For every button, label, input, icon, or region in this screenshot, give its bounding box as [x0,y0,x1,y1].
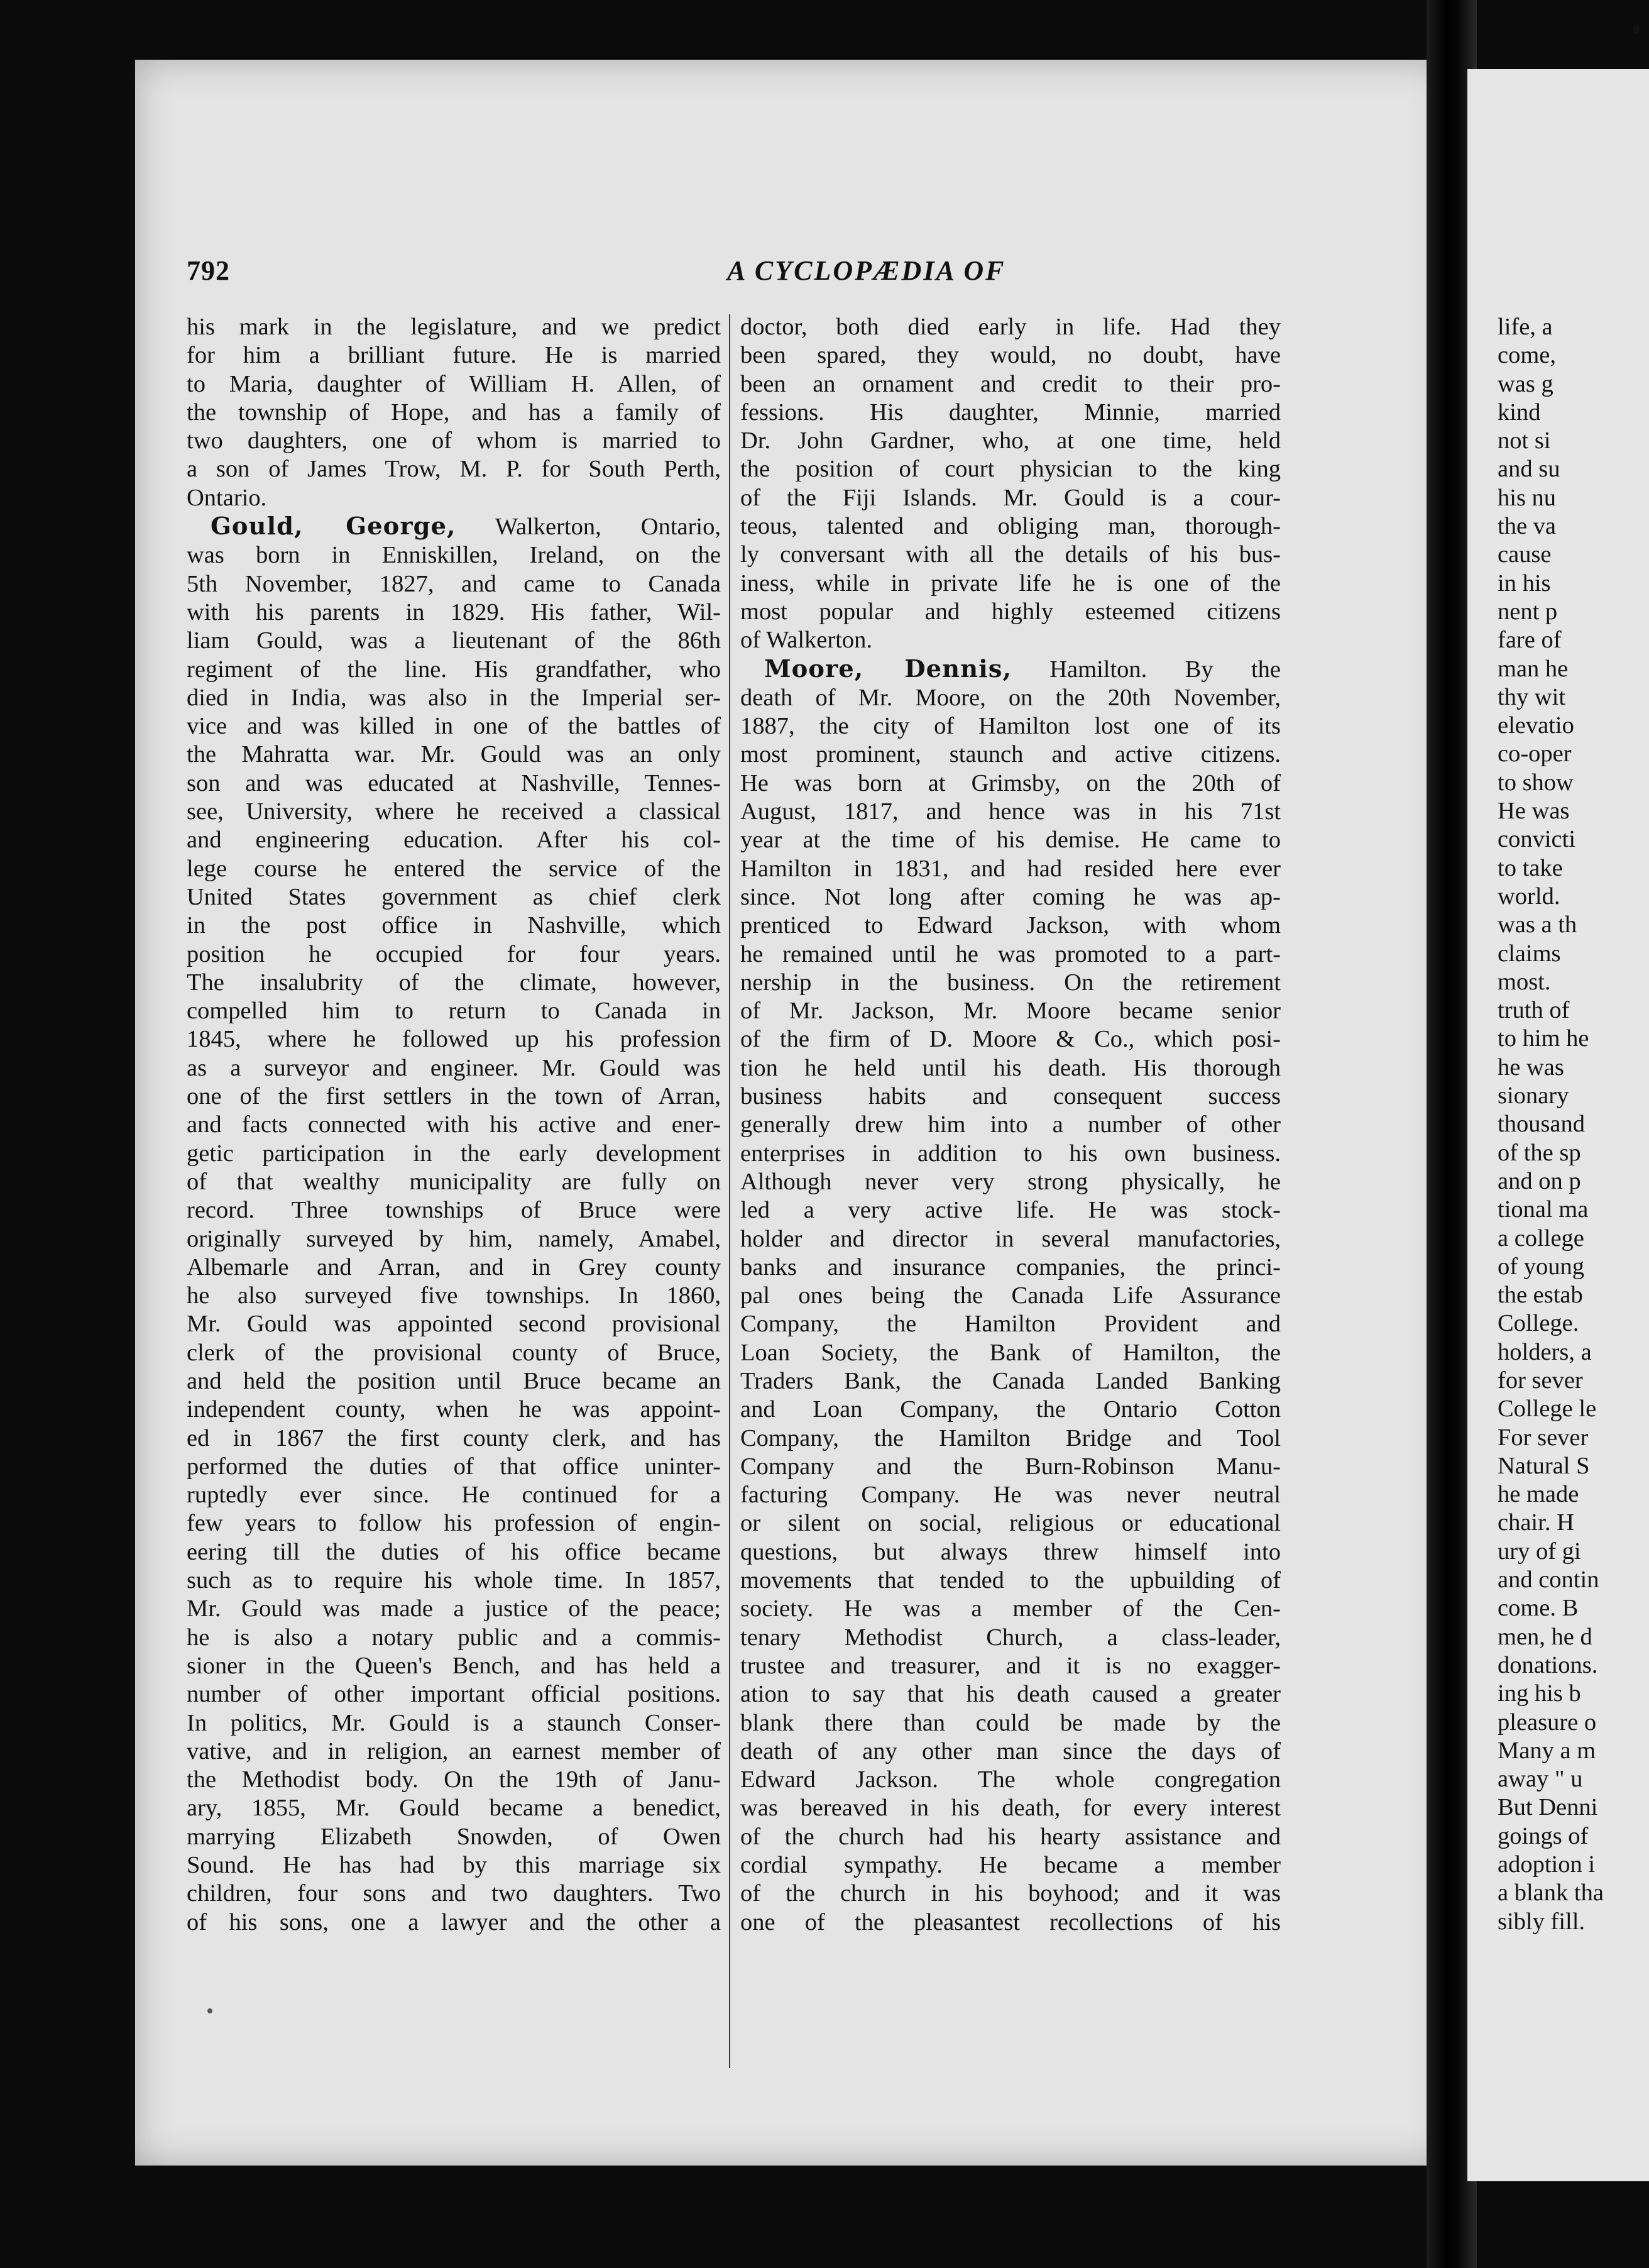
text-line: College le [1498,1395,1597,1423]
text-line: College. [1498,1310,1579,1337]
text-line: most popular and highly esteemed citizens [740,598,1281,625]
text-line: prenticed to Edward Jackson, with whom [740,912,1281,939]
page-number: 792 [187,255,230,286]
text-line: he remained until he was promoted to a part- [740,940,1281,967]
text-line: tion he held until his death. His thorough [740,1054,1281,1081]
text-line: doctor, both died early in life. Had they [740,314,1281,340]
entry-body [740,684,1281,1937]
text-line: Loan Society, the Bank of Hamilton, the [740,1339,1281,1366]
text-line: thousand [1498,1111,1586,1138]
text-line: vative, and in religion, an earnest member of [187,1737,721,1764]
text-line: elevatio [1498,712,1574,739]
text-line: But Denni [1498,1794,1598,1821]
text-line: clerk of the provisional county of Bruce, [187,1339,721,1366]
text-line: been an ornament and credit to their pro- [740,370,1281,397]
text-line: cordial sympathy. He became a member [740,1852,1281,1879]
text-line: children, four sons and two daughters. Two [187,1880,721,1907]
entry-gould-george [187,512,721,1937]
text-line: ary, 1855, Mr. Gould became a benedict, [187,1795,721,1822]
text-line: most. [1498,968,1551,995]
text-line: died in India, was also in the Imperial ser- [187,684,721,711]
text-line: he also surveyed five townships. In 1860, [187,1282,721,1309]
left-column-continuation [187,313,721,512]
text-line: of the church in his boyhood; and it was [740,1880,1281,1907]
text-line: claims [1498,940,1561,967]
scan-speck [1633,24,1640,34]
text-line: the Mahratta war. Mr. Gould was an only [187,741,721,768]
text-line: man he [1498,655,1569,682]
text-line: iness, while in private life he is one of the [740,570,1281,597]
text-line: holder and director in several manufactories, [740,1225,1281,1252]
text-line: of the firm of D. Moore & Co., which posi- [740,1026,1281,1053]
text-line: fessions. His daughter, Minnie, married [740,399,1281,426]
text-line: and on p [1498,1167,1581,1194]
text-line: year at the time of his demise. He came to [740,827,1281,854]
text-line: 1845, where he followed up his profession [187,1026,721,1053]
left-column [187,313,721,1937]
text-line: as a surveyor and engineer. Mr. Gould was [187,1054,721,1081]
text-line: Albemarle and Arran, and in Grey county [187,1253,721,1280]
text-line: come. B [1498,1595,1579,1622]
text-line: Hamilton in 1831, and had resided here ever [740,855,1281,882]
text-line: Mr. Gould was appointed second provisional [187,1311,721,1338]
text-line: fare of [1498,627,1562,654]
text-line: thy wit [1498,683,1566,710]
text-line: one of the pleasantest recollections of his [740,1908,1281,1935]
text-line: nent p [1498,598,1558,625]
text-line: 1887, the city of Hamilton lost one of its [740,713,1281,740]
text-line: sioner in the Queen's Bench, and has held a [187,1652,721,1679]
text-line: two daughters, one of whom is married to [187,427,721,454]
text-line: In politics, Mr. Gould is a staunch Conser- [187,1709,721,1736]
text-line: and Loan Company, the Ontario Cotton [740,1396,1281,1423]
text-line: for sever [1498,1367,1583,1394]
text-line: he was [1498,1054,1564,1081]
text-line: of the sp [1498,1139,1581,1166]
text-line: holders, a [1498,1338,1592,1365]
text-line: Company, the Hamilton Bridge and Tool [740,1424,1281,1451]
text-line: movements that tended to the upbuilding of [740,1567,1281,1594]
text-line: world. [1498,883,1560,910]
text-line: see, University, where he received a classical [187,798,721,825]
text-line: record. Three townships of Bruce were [187,1197,721,1224]
entry-heading-line [187,512,721,541]
text-line: and held the position until Bruce became an [187,1367,721,1394]
text-line: he is also a notary public and a commis- [187,1624,721,1651]
entry-name: Gould, George, [211,512,456,541]
middle-column [740,313,1281,1937]
column-rule [729,314,730,2068]
text-line: a college [1498,1225,1584,1252]
text-line: since. Not long after coming he was ap- [740,883,1281,910]
scan-speck [207,2008,212,2013]
text-line: donations. [1498,1651,1598,1678]
text-line: Company and the Burn-Robinson Manu- [740,1453,1281,1480]
text-line: position he occupied for four years. [187,940,721,967]
entry-moore-dennis [740,655,1281,1937]
text-line: chair. H [1498,1509,1574,1536]
text-line: not si [1498,427,1551,454]
text-line: or silent on social, religious or educational [740,1510,1281,1537]
entry-name: Moore, Dennis, [764,654,1012,683]
text-line: was g [1498,370,1553,397]
text-line: lege course he entered the service of the [187,855,721,882]
text-line: and facts connected with his active and ener- [187,1111,721,1138]
text-line: the va [1498,513,1556,540]
text-line: 5th November, 1827, and came to Canada [187,570,721,597]
text-line: death of any other man since the days of [740,1737,1281,1764]
text-line: adoption i [1498,1851,1596,1878]
text-line: ruptedly ever since. He continued for a [187,1482,721,1509]
text-line: banks and insurance companies, the princi- [740,1253,1281,1280]
text-line: Edward Jackson. The whole congregation [740,1766,1281,1793]
text-line: society. He was a member of the Cen- [740,1595,1281,1622]
text-line: truth of [1498,997,1570,1024]
text-line: ury of gi [1498,1538,1581,1565]
text-line: been spared, they would, no doubt, have [740,342,1281,369]
text-line: The insalubrity of the climate, however, [187,969,721,996]
text-line: life, a [1498,314,1553,340]
text-line: and contin [1498,1566,1599,1594]
text-line: of the Fiji Islands. Mr. Gould is a cour- [740,484,1281,511]
text-line: was born in Enniskillen, Ireland, on the [187,542,721,569]
text-line: most prominent, staunch and active citizens. [740,741,1281,768]
text-line: to show [1498,769,1574,796]
text-line: death of Mr. Moore, on the 20th November, [740,684,1281,711]
text-line: for him a brilliant future. He is married [187,342,721,369]
text-line: Ontario. [187,484,267,511]
text-line: vice and was killed in one of the battles of [187,713,721,740]
page-header [187,255,1412,299]
text-line: enterprises in addition to his own business. [740,1140,1281,1167]
text-line: the Methodist body. On the 19th of Janu- [187,1766,721,1793]
text-line: a son of James Trow, M. P. for South Perth, [187,456,721,483]
text-line: and engineering education. After his col- [187,827,721,854]
text-line: the position of court physician to the king [740,456,1281,483]
text-line: Traders Bank, the Canada Landed Banking [740,1367,1281,1394]
text-line: originally surveyed by him, namely, Amabel, [187,1225,721,1252]
text-line: to Maria, daughter of William H. Allen, of [187,370,721,397]
running-head: A CYCLOPÆDIA OF [727,255,1006,286]
text-line: men, he d [1498,1623,1592,1650]
text-line: For sever [1498,1424,1589,1451]
text-line: goings of [1498,1822,1589,1849]
text-line: to him he [1498,1025,1589,1052]
text-line: getic participation in the early development [187,1140,721,1167]
text-line: the township of Hope, and has a family of [187,399,721,426]
text-line: in the post office in Nashville, which [187,912,721,939]
text-line: of young [1498,1253,1584,1280]
text-line: He was born at Grimsby, on the 20th of [740,769,1281,796]
text-line: sibly fill. [1498,1908,1586,1935]
text-line: of that wealthy municipality are fully on [187,1168,721,1195]
text-line: performed the duties of that office uninter- [187,1453,721,1480]
text-line: in his [1498,570,1551,597]
text-line: United States government as chief clerk [187,883,721,910]
text-line: questions, but always threw himself into [740,1538,1281,1565]
text-line: his mark in the legislature, and we predict [187,314,721,340]
text-line: business habits and consequent success [740,1083,1281,1110]
text-line: Natural S [1498,1452,1590,1479]
middle-column-continuation [740,313,1281,655]
text-line: few years to follow his profession of engin- [187,1510,721,1537]
text-line: of his sons, one a lawyer and the other a [187,1908,721,1935]
text-line: tional ma [1498,1196,1589,1223]
text-line: to take [1498,854,1563,881]
text-line: Company, the Hamilton Provident and [740,1311,1281,1338]
text-line: facturing Company. He was never neutral [740,1482,1281,1509]
text-line: of the church had his hearty assistance and [740,1823,1281,1850]
text-line: come, [1498,342,1556,369]
text-line: generally drew him into a number of other [740,1111,1281,1138]
text-line: away " u [1498,1766,1583,1793]
text-line: pal ones being the Canada Life Assurance [740,1282,1281,1309]
text-line: was bereaved in his death, for every interest [740,1795,1281,1822]
text-line: Sound. He has had by this marriage six [187,1852,721,1879]
text-line: such as to require his whole time. In 1857, [187,1567,721,1594]
text-line: independent county, when he was appoint- [187,1396,721,1423]
text-line: Dr. John Gardner, who, at one time, held [740,427,1281,454]
text-line: led a very active life. He was stock- [740,1197,1281,1224]
text-line: cause [1498,541,1552,568]
text-line: convicti [1498,826,1576,853]
text-line: co-oper [1498,740,1572,768]
text-line: sionary [1498,1082,1569,1109]
text-line: with his parents in 1829. His father, Wil- [187,598,721,625]
text-line: marrying Elizabeth Snowden, of Owen [187,1823,721,1850]
text-line: ation to say that his death caused a greater [740,1681,1281,1708]
text-line: eering till the duties of his office became [187,1538,721,1565]
text-line: ly conversant with all the details of his bus- [740,541,1281,568]
text-line: one of the first settlers in the town of Arran, [187,1083,721,1110]
text-line: a blank tha [1498,1880,1604,1907]
text-line: Mr. Gould was made a justice of the peace; [187,1595,721,1622]
entry-heading-text: Hamilton. By the [1011,656,1281,683]
text-line: regiment of the line. His grandfather, who [187,656,721,683]
entry-heading-line [740,655,1281,684]
text-line: pleasure o [1498,1709,1597,1736]
text-line: his nu [1498,484,1557,511]
text-line: blank there than could be made by the [740,1709,1281,1736]
text-line: was a th [1498,911,1577,939]
text-line: liam Gould, was a lieutenant of the 86th [187,627,721,654]
text-line: kind [1498,399,1541,426]
text-line: he made [1498,1481,1579,1508]
text-line: trustee and treasurer, and it is no exagger- [740,1652,1281,1679]
text-line: ed in 1867 the first county clerk, and has [187,1424,721,1451]
facing-page-column [1498,313,1649,1936]
text-line: compelled him to return to Canada in [187,998,721,1025]
text-line: of Walkerton. [740,627,873,654]
text-line: and su [1498,456,1560,483]
text-line: He was [1498,798,1570,825]
text-line: of Mr. Jackson, Mr. Moore became senior [740,998,1281,1025]
text-line: Many a m [1498,1737,1596,1764]
text-line: August, 1817, and hence was in his 71st [740,798,1281,825]
entry-body [187,541,721,1937]
entry-heading-text: Walkerton, Ontario, [456,514,721,541]
text-line: Although never very strong physically, he [740,1168,1281,1195]
text-line: ing his b [1498,1680,1581,1707]
text-line: nership in the business. On the retirement [740,969,1281,996]
text-line: number of other important official positions. [187,1681,721,1708]
text-line: the estab [1498,1282,1583,1309]
text-line: tenary Methodist Church, a class-leader, [740,1624,1281,1651]
text-line: son and was educated at Nashville, Tennes- [187,769,721,796]
text-line: teous, talented and obliging man, thorough- [740,513,1281,540]
